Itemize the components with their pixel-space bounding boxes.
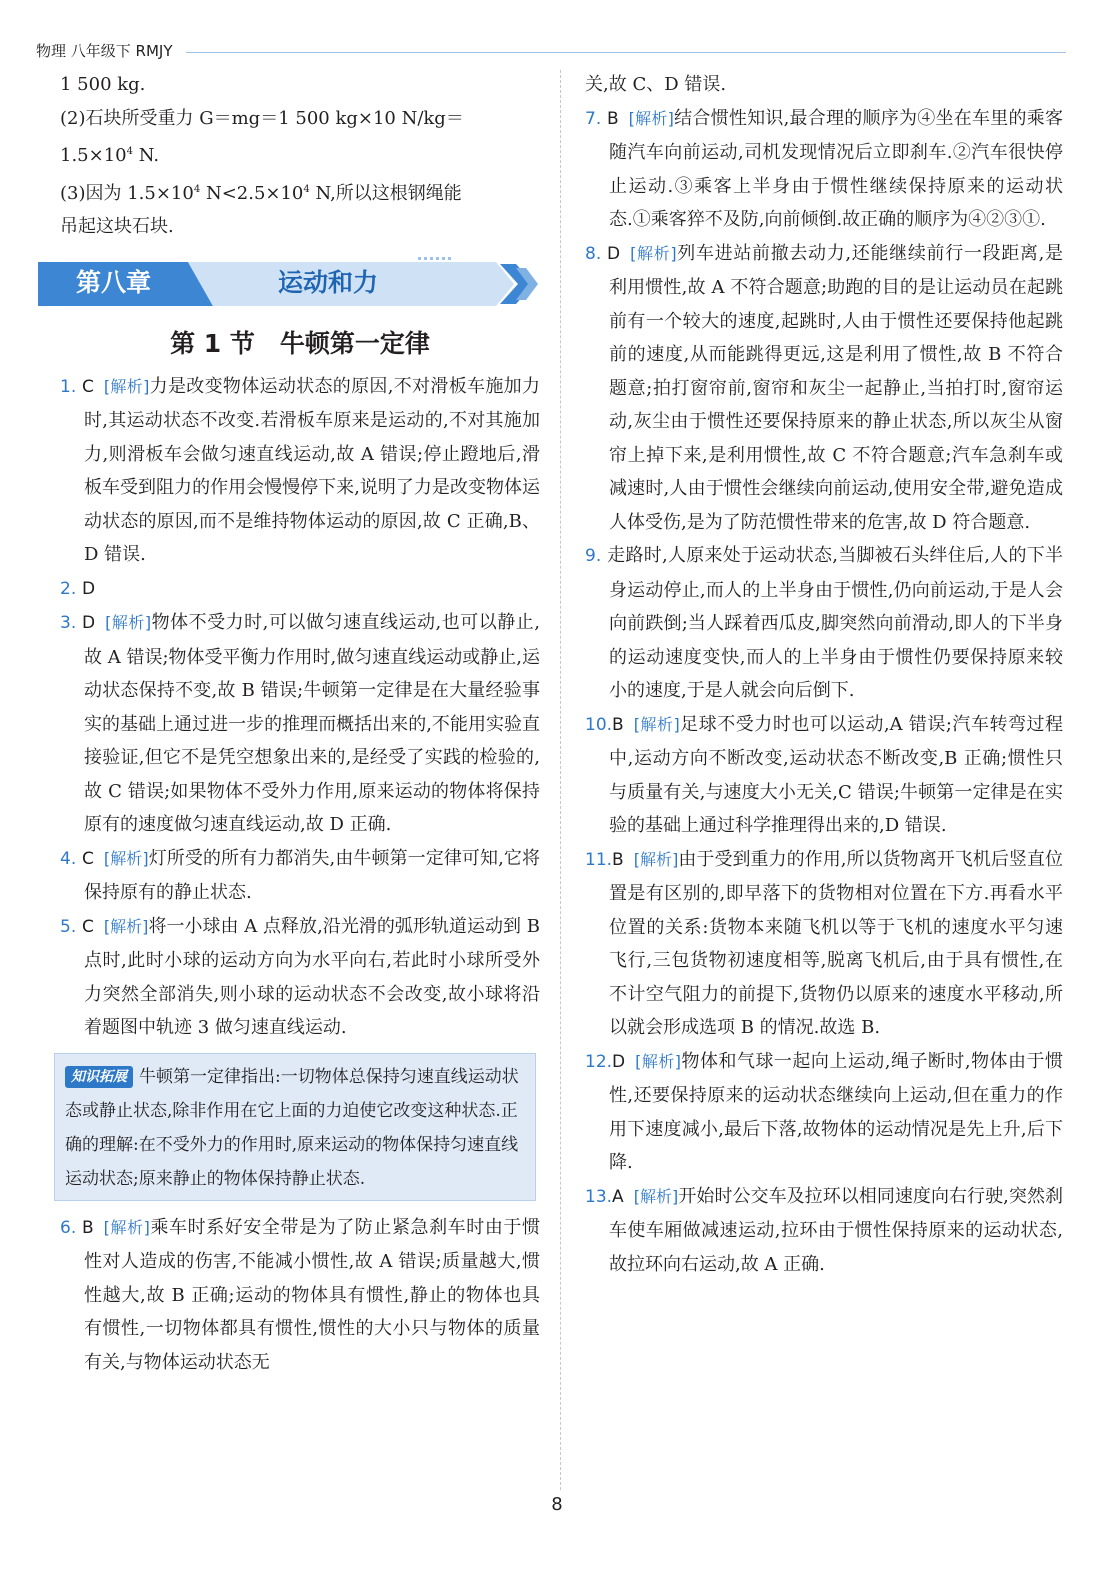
text-line: 1 500 kg. (60, 74, 146, 95)
answer-item: 10.B [解析]足球不受力时也可以运动,A 错误;汽车转弯过程中,运动方向不断改变,运动状态不断改变,B 正确;惯性只与质量有关,与速度大小无关,C 错误;牛顿第一定律是在实验的基础上通过科学推理得出来的,D 错误. (585, 713, 1063, 836)
answer-item: 9. 走路时,人原来处于运动状态,当脚被石头绊住后,人的下半身运动停止,而人的上半身由于惯性,仍向前运动,于是人会向前跌倒;当人踩着西瓜皮,脚突然向前滑动,即人的下半身的运动速度变快,而人的上半身由于惯性仍要保持原来较小的速度,于是人就会向后倒下. (585, 545, 1063, 701)
chapter-title: 运动和力 (278, 267, 379, 297)
knowledge-text: 牛顿第一定律指出:一切物体总保持匀速直线运动状态或静止状态,除非作用在它上面的力迫使它改变这种状态.正确的理解:在不受外力的作用时,原来运动的物体保持匀速直线运动状态;原来静止的物体保持静止状态. (65, 1066, 519, 1189)
knowledge-tag: 知识拓展 (65, 1066, 133, 1088)
answer-item: 5. C [解析]将一小球由 A 点释放,沿光滑的弧形轨道运动到 B 点时,此时小球的运动方向为水平向右,若此时小球所受外力突然全部消失,则小球的运动状态不会改变,故小球将沿着题图中轨迹 3 做匀速直线运动. (60, 915, 540, 1038)
answer-item: 6. B [解析]乘车时系好安全带是为了防止紧急刹车时由于惯性对人造成的伤害,不能减小惯性,故 A 错误;质量越大,惯性越大,故 B 正确;运动的物体具有惯性,静止的物体也具有惯性,一切物体都具有惯性,惯性的大小只与物体的质量有关,与物体运动状态无 (60, 1216, 540, 1373)
text-line: 吊起这块石块. (60, 216, 174, 237)
text-line: 关,故 C、D 错误. (585, 74, 727, 95)
page-number: 8 (551, 1494, 563, 1515)
page-header (36, 40, 1066, 60)
text-line: (2)石块所受重力 G＝mg＝1 500 kg×10 N/kg＝ (60, 107, 464, 129)
left-column (60, 68, 540, 1379)
header-text: 物理 八年级下 RMJY (36, 42, 173, 60)
answer-item: 2. D (60, 578, 96, 599)
answer-item: 7. B [解析]结合惯性知识,最合理的顺序为④坐在车里的乘客随汽车向前运动,司机发现情况后立即刹车.②汽车很快停止运动.③乘客上半身由于惯性继续保持原来的运动状态.①乘客猝不及防,向前倾倒.故正确的顺序为④②③①. (585, 107, 1063, 230)
section-title: 第 1 节 牛顿第一定律 (170, 328, 430, 358)
answer-item: 1. C [解析]力是改变物体运动状态的原因,不对滑板车施加力时,其运动状态不改变.若滑板车原来是运动的,不对其施加力,则滑板车会做匀速直线运动,故 A 错误;停止蹬地后,滑板车受到阻力的作用会慢慢停下来,说明了力是改变物体运动状态的原因,而不是维持物体运动的原因,故 C 正确,B、D 错误. (60, 375, 540, 565)
answer-item: 12.D [解析]物体和气球一起向上运动,绳子断时,物体由于惯性,还要保持原来的运动状态继续向上运动,但在重力的作用下速度减小,最后下落,故物体的运动情况是先上升,后下降. (585, 1050, 1063, 1173)
knowledge-box (54, 1053, 536, 1201)
answer-item: 8. D [解析]列车进站前撤去动力,还能继续前行一段距离,是利用惯性,故 A 不符合题意;助跑的目的是让运动员在起跳前有一个较大的速度,起跳时,人由于惯性还要保持他起跳前的速度,从而能跳得更远,这是利用了惯性,故 B 不符合题意;拍打窗帘前,窗帘和灰尘一起静止,当拍打时,窗帘运动,灰尘由于惯性还要保持原来的静止状态,所以灰尘从窗帘上掉下来,是利用惯性,故 C 不符合题意;汽车急刹车或减速时,人由于惯性会继续向前运动,使用安全带,避免造成人体受伤,是为了防范惯性带来的危害,故 D 符合题意. (585, 242, 1063, 533)
text-line: $1.5\times 10^4$ N. (60, 145, 160, 166)
right-column (585, 68, 1063, 1281)
answer-item: 13.A [解析]开始时公交车及拉环以相同速度向右行驶,突然刹车使车厢做减速运动,拉环由于惯性保持原来的运动状态,故拉环向右运动,故 A 正确. (585, 1185, 1063, 1275)
answer-item: 4. C [解析]灯所受的所有力都消失,由牛顿第一定律可知,它将保持原有的静止状态. (60, 847, 540, 903)
answer-item: 3. D [解析]物体不受力时,可以做匀速直线运动,也可以静止,故 A 错误;物体受平衡力作用时,做匀速直线运动或静止,运动状态保持不变,故 B 错误;牛顿第一定律是在大量经验事实的基础上通过进一步的推理而概括出来的,不能用实验直接验证,但它不是凭空想象出来的,是经受了实践的检验的,故 C 错误;如果物体不受外力作用,原来运动的物体将保持原有的速度做匀速直线运动,故 D 正确. (60, 612, 540, 835)
header-rule (186, 52, 1066, 53)
column-divider (560, 70, 561, 1490)
chapter-banner (38, 256, 538, 312)
answer-item: 11.B [解析]由于受到重力的作用,所以货物离开飞机后竖直位置是有区别的,即早落下的货物相对位置在下方.再看水平位置的关系:货物本来随飞机以等于飞机的速度水平匀速飞行,三包货物初速度相等,脱离飞机后,由于具有惯性,在不计空气阻力的前提下,货物仍以原来的速度水平移动,所以就会形成选项 B 的情况.故选 B. (585, 848, 1063, 1038)
text-line: (3)因为 $1.5\times 10^4$ $N<2.5\times 10^4$ N,所以这根钢绳能 (60, 182, 462, 204)
chapter-label: 第八章 (76, 267, 152, 297)
